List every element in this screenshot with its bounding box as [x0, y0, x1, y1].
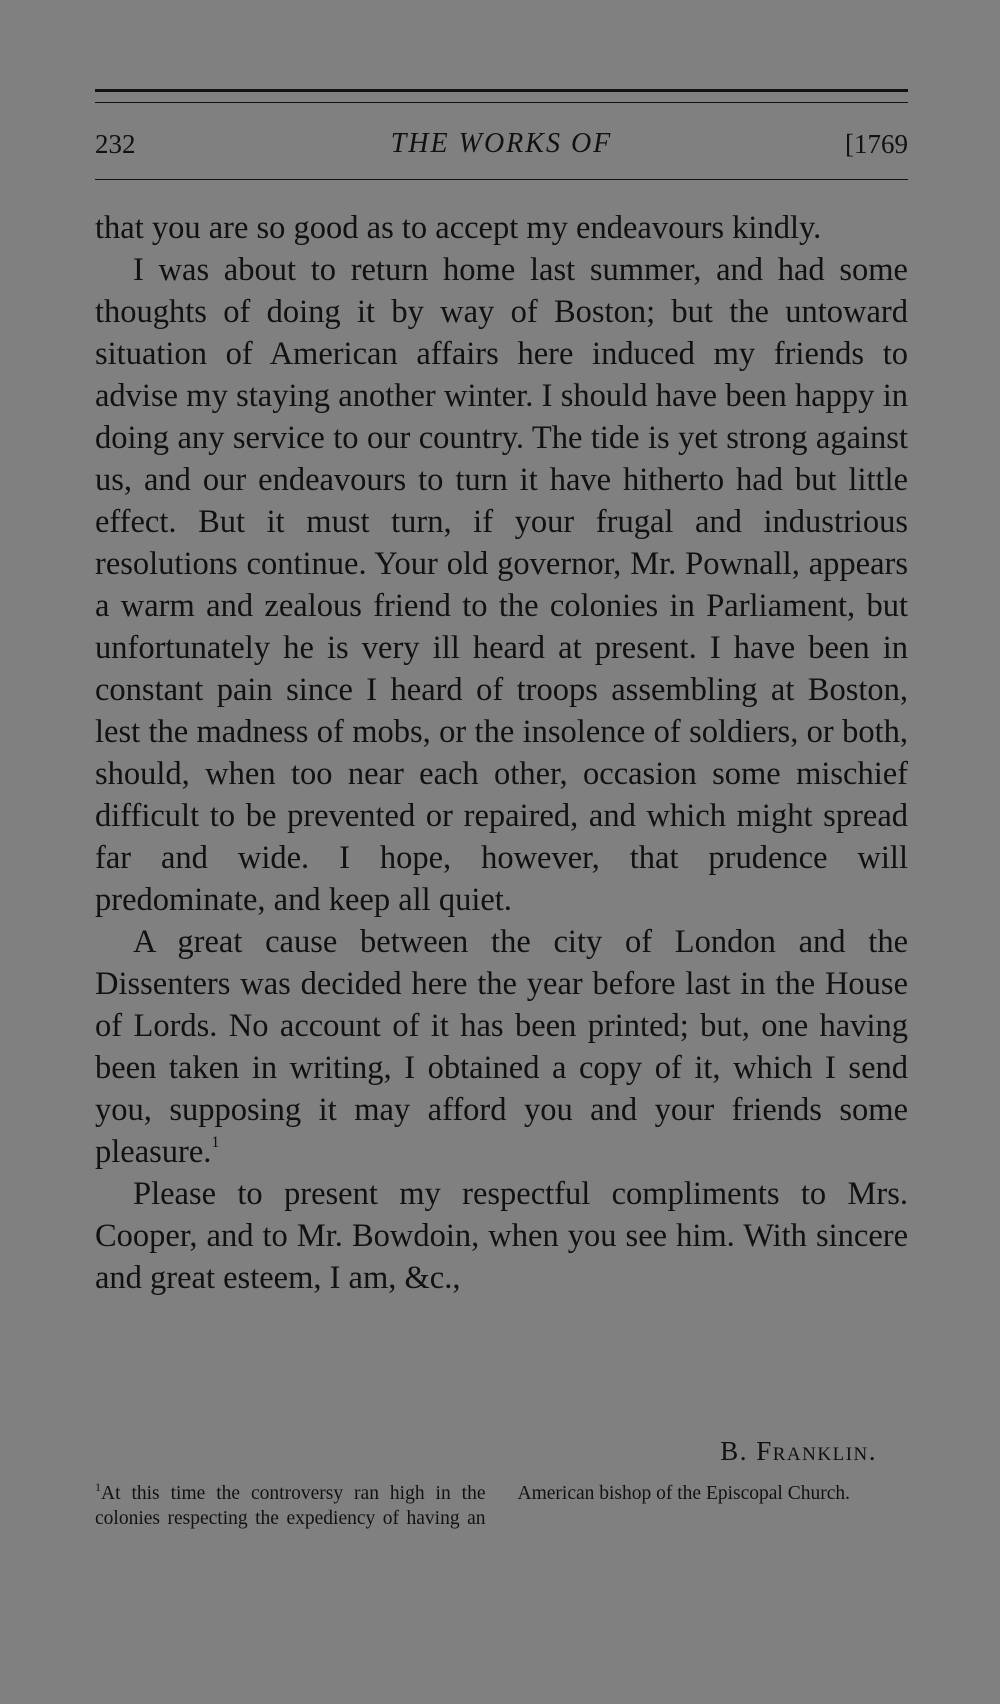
page-number: 232 — [95, 129, 136, 159]
signature: B. Franklin. — [720, 1436, 877, 1466]
footnote-marker: 1 — [95, 1480, 101, 1494]
running-title: THE WORKS OF — [390, 128, 613, 159]
paragraph-return-home: I was about to return home last summer, and had some thoughts of doing it by way of Boston; but the untoward situation of American affairs here induced my friends to advise my staying another winter. I should have been happy in doing any service to our country. The tide is yet strong against us, and our endeavours to turn it have hitherto had but little effect. But it must turn, if your frugal and industrious resolutions continue. Your old governor, Mr. Pownall, appears a warm and zealous friend to the colonies in Parliament, but unfortunately he is very ill heard at present. I have been in constant pain since I heard of troops assembling at Boston, lest the madness of mobs, or the insolence of soldiers, or both, should, when too near each other, occasion some mischief difficult to be prevented or repaired, and which might spread far and wide. I hope, however, that prudence will predominate, and keep all quiet. — [95, 252, 908, 918]
running-head — [95, 124, 908, 164]
header-rule-thin — [95, 102, 908, 103]
paragraph-compliments: Please to present my respectful compliments to Mrs. Cooper, and to Mr. Bowdoin, when you see him. With sincere and great esteem, I am, &c., — [95, 1176, 908, 1296]
footnote — [95, 1481, 908, 1531]
paragraph-continuation: that you are so good as to accept my endeavours kindly. — [95, 210, 822, 246]
letter-body — [95, 207, 908, 1299]
footnote-reference: 1 — [211, 1134, 220, 1151]
header-rule-bottom — [95, 179, 908, 180]
paragraph-great-cause — [95, 921, 908, 1173]
paragraph-great-cause-text: A great cause between the city of London and the Dissenters was decided here the year before last in the House of Lords. No account of it has been printed; but, one having been taken in writing, I obtained a copy of it, which I send you, supposing it may afford you and your friends some pleasure. — [95, 924, 908, 1170]
header-year: [1769 — [845, 129, 908, 159]
footnote-text: At this time the controversy ran high in the colonies respecting the expediency of having an American bishop of the Episcopal Church. — [95, 1483, 850, 1529]
header-rule-thick — [95, 89, 908, 92]
